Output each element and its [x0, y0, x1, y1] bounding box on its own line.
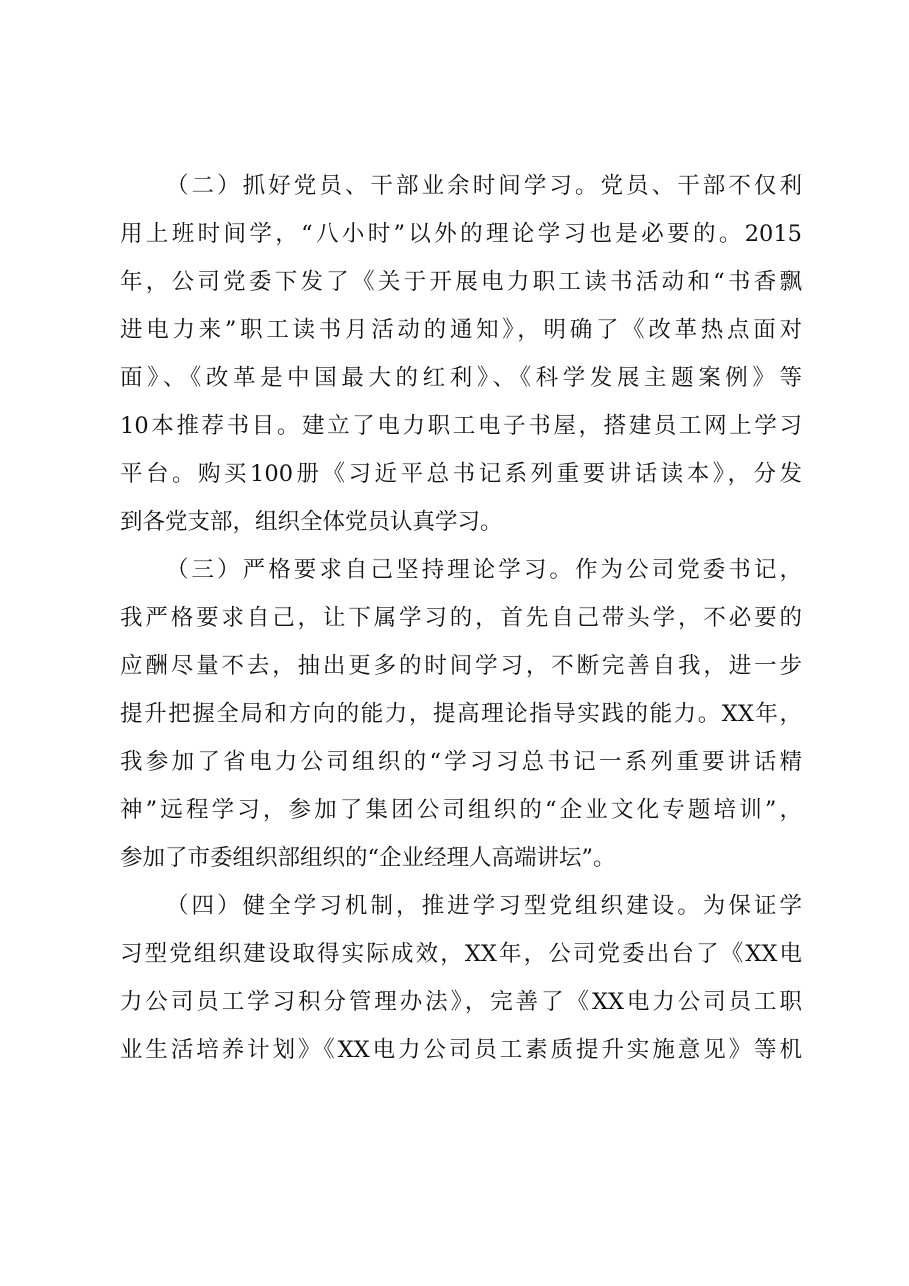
text-line: 神”远程学习，参加了集团公司组织的“企业文化专题培训”， [120, 797, 802, 823]
text-line: 进电力来”职工读书月活动的通知》，明确了《改革热点面对 [120, 317, 802, 343]
paragraph-self-discipline [120, 546, 802, 882]
text-line: 提升把握全局和方向的能力，提高理论指导实践的能力。XX年， [120, 701, 802, 727]
text-line: 力公司员工学习积分管理办法》，完善了《XX电力公司员工职 [120, 989, 802, 1015]
text-line: 用上班时间学，“八小时”以外的理论学习也是必要的。2015 [120, 221, 802, 247]
document-page [120, 162, 802, 1074]
text-line: 面》、《改革是中国最大的红利》、《科学发展主题案例》等 [120, 365, 802, 391]
text-line: 10本推荐书目。建立了电力职工电子书屋，搭建员工网上学习 [120, 413, 802, 439]
text-line: （四）健全学习机制，推进学习型党组织建设。为保证学 [166, 893, 802, 919]
text-line: 习型党组织建设取得实际成效，XX年，公司党委出台了《XX电 [120, 941, 802, 967]
text-line: 年，公司党委下发了《关于开展电力职工读书活动和“书香飘 [120, 269, 802, 295]
text-line: 平台。购买100册《习近平总书记系列重要讲话读本》，分发 [120, 461, 802, 487]
paragraph-study-spare-time [120, 162, 802, 546]
text-line: （二）抓好党员、干部业余时间学习。党员、干部不仅利 [166, 173, 802, 199]
paragraph-learning-mechanism [120, 882, 802, 1074]
text-line: 我严格要求自己，让下属学习的，首先自己带头学，不必要的 [120, 605, 802, 631]
text-line: 到各党支部，组织全体党员认真学习。 [120, 509, 503, 535]
text-line: 参加了市委组织部组织的“企业经理人高端讲坛”。 [120, 845, 616, 871]
text-line: 业生活培养计划》《XX电力公司员工素质提升实施意见》等机 [120, 1037, 802, 1063]
text-line: （三）严格要求自己坚持理论学习。作为公司党委书记， [166, 557, 802, 583]
text-line: 我参加了省电力公司组织的“学习习总书记一系列重要讲话精 [120, 749, 802, 775]
text-line: 应酬尽量不去，抽出更多的时间学习，不断完善自我，进一步 [120, 653, 802, 679]
